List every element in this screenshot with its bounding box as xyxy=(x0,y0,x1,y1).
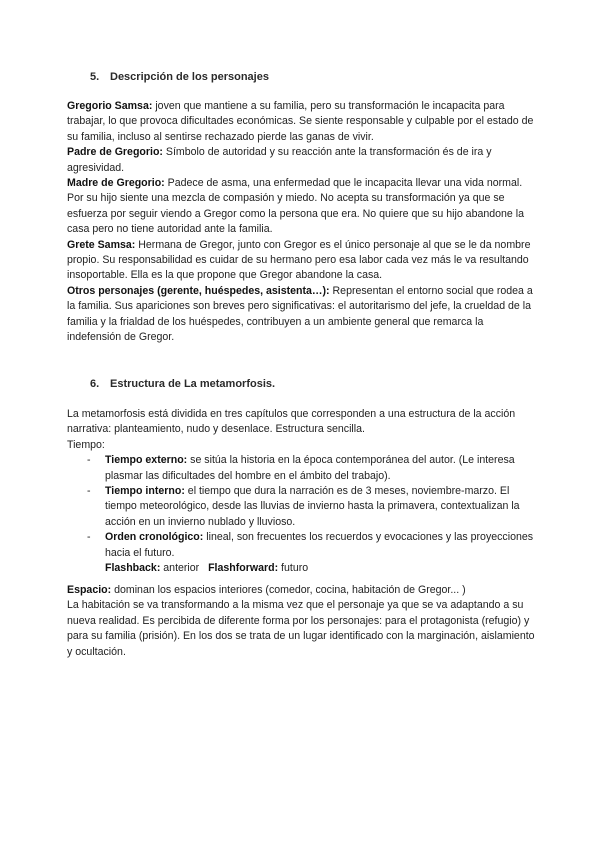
dash-marker: - xyxy=(87,531,91,544)
character-madre xyxy=(67,176,537,238)
flash-line xyxy=(67,561,537,576)
list-item xyxy=(67,484,537,530)
bullet-label: Tiempo externo: xyxy=(105,454,188,467)
bullet-label: Orden cronológico: xyxy=(105,531,204,544)
dash-marker: - xyxy=(87,485,91,498)
bullet-label: Tiempo interno: xyxy=(105,485,185,498)
section-6-body xyxy=(67,407,537,576)
espacio-label: Espacio: xyxy=(67,584,112,596)
character-name: Madre de Gregorio: xyxy=(67,177,165,190)
character-otros xyxy=(67,284,537,346)
section-5-number: 5. xyxy=(90,71,100,83)
tiempo-label: Tiempo: xyxy=(67,438,105,451)
character-name: Gregorio Samsa: xyxy=(67,100,153,112)
section-5-heading xyxy=(90,71,269,83)
dash-marker: - xyxy=(87,454,91,467)
tiempo-list xyxy=(67,453,537,561)
list-item xyxy=(67,453,537,484)
section-6-number: 6. xyxy=(90,378,100,390)
section-6-title: Estructura de La metamorfosis. xyxy=(110,378,276,390)
character-padre xyxy=(67,145,537,176)
habitacion-paragraph: La habitación se va transformando a la misma vez que el personaje ya que se va adaptando a su nueva realidad. Es percibida de diferente forma por los personajes: para el protagonista (refugio) y para su familia (prisión). En los dos se trata de un lugar identificado con la marginación, aislamiento y ocultación. xyxy=(67,599,535,658)
espacio-paragraph xyxy=(67,583,537,598)
section-6-heading xyxy=(90,378,275,390)
flashforward-text: futuro xyxy=(278,562,309,575)
character-name: Grete Samsa: xyxy=(67,238,136,251)
bullet-text: se sitúa la historia en la época contemporánea del autor. (Le interesa plasmar las dificultades del hombre en el ámbito del trabajo). xyxy=(105,454,515,482)
section-5-title: Descripción de los personajes xyxy=(110,71,269,83)
list-item xyxy=(67,530,537,561)
flashback-text: anterior xyxy=(160,562,200,575)
structure-intro: La metamorfosis está dividida en tres capítulos que corresponden a una estructura de la acción narrativa: planteamiento, nudo y desenlace. Estructura sencilla. xyxy=(67,408,516,436)
character-description: Representan el entorno social que rodea a la familia. Sus apariciones son breves pero significativas: el autoritarismo del jefe, la crueldad de la familia y la frialdad de los huéspedes, contribuyen a un ambiente general que remarca la indefensión de Gregor. xyxy=(67,284,533,344)
espacio-block xyxy=(67,583,537,660)
character-name: Otros personajes (gerente, huéspedes, asistenta…): xyxy=(67,284,330,297)
character-description: Hermana de Gregor, junto con Gregor es el único personaje al que se le da nombre propio. Su responsabilidad es cuidar de su hermano pero esa labor cada vez más le va resultando insoportable. Ella es la que propone que Gregor abandone la casa. xyxy=(67,238,531,282)
character-gregorio xyxy=(67,99,537,145)
bullet-text: lineal, son frecuentes los recuerdos y evocaciones y las proyecciones hacia el futuro. xyxy=(105,531,534,559)
character-name: Padre de Gregorio: xyxy=(67,146,163,159)
character-grete xyxy=(67,238,537,284)
section-5-body xyxy=(67,99,537,346)
bullet-text: el tiempo que dura la narración es de 3 meses, noviembre-marzo. El tiempo meteorológico, desde las lluvias de invierno hasta la primavera, contextualizan la acción en un invierno nublado y lluvioso. xyxy=(105,485,520,528)
flashback-label: Flashback: xyxy=(105,562,161,575)
flashforward-label: Flashforward: xyxy=(208,562,279,575)
character-description: Símbolo de autoridad y su reacción ante la transformación és de ira y agresividad. xyxy=(67,146,492,174)
espacio-text: dominan los espacios interiores (comedor, cocina, habitación de Gregor... ) xyxy=(111,584,466,596)
character-description: joven que mantiene a su familia, pero su transformación le incapacita para trabajar, lo que provoca dificultades económicas. Se siente responsable y culpable por el estado de su familia, incluso al sentirse rechazado pierde las ganas de vivir. xyxy=(67,100,534,143)
character-description: Padece de asma, una enfermedad que le incapacita llevar una vida normal. Por su hijo siente una mezcla de compasión y miedo. No acepta su transformación ya que se esfuerza por seguir viendo a Gregor como la persona que era. No quiere que su hijo abandone la casa pero no tiene autoridad ante la familia. xyxy=(67,177,525,236)
